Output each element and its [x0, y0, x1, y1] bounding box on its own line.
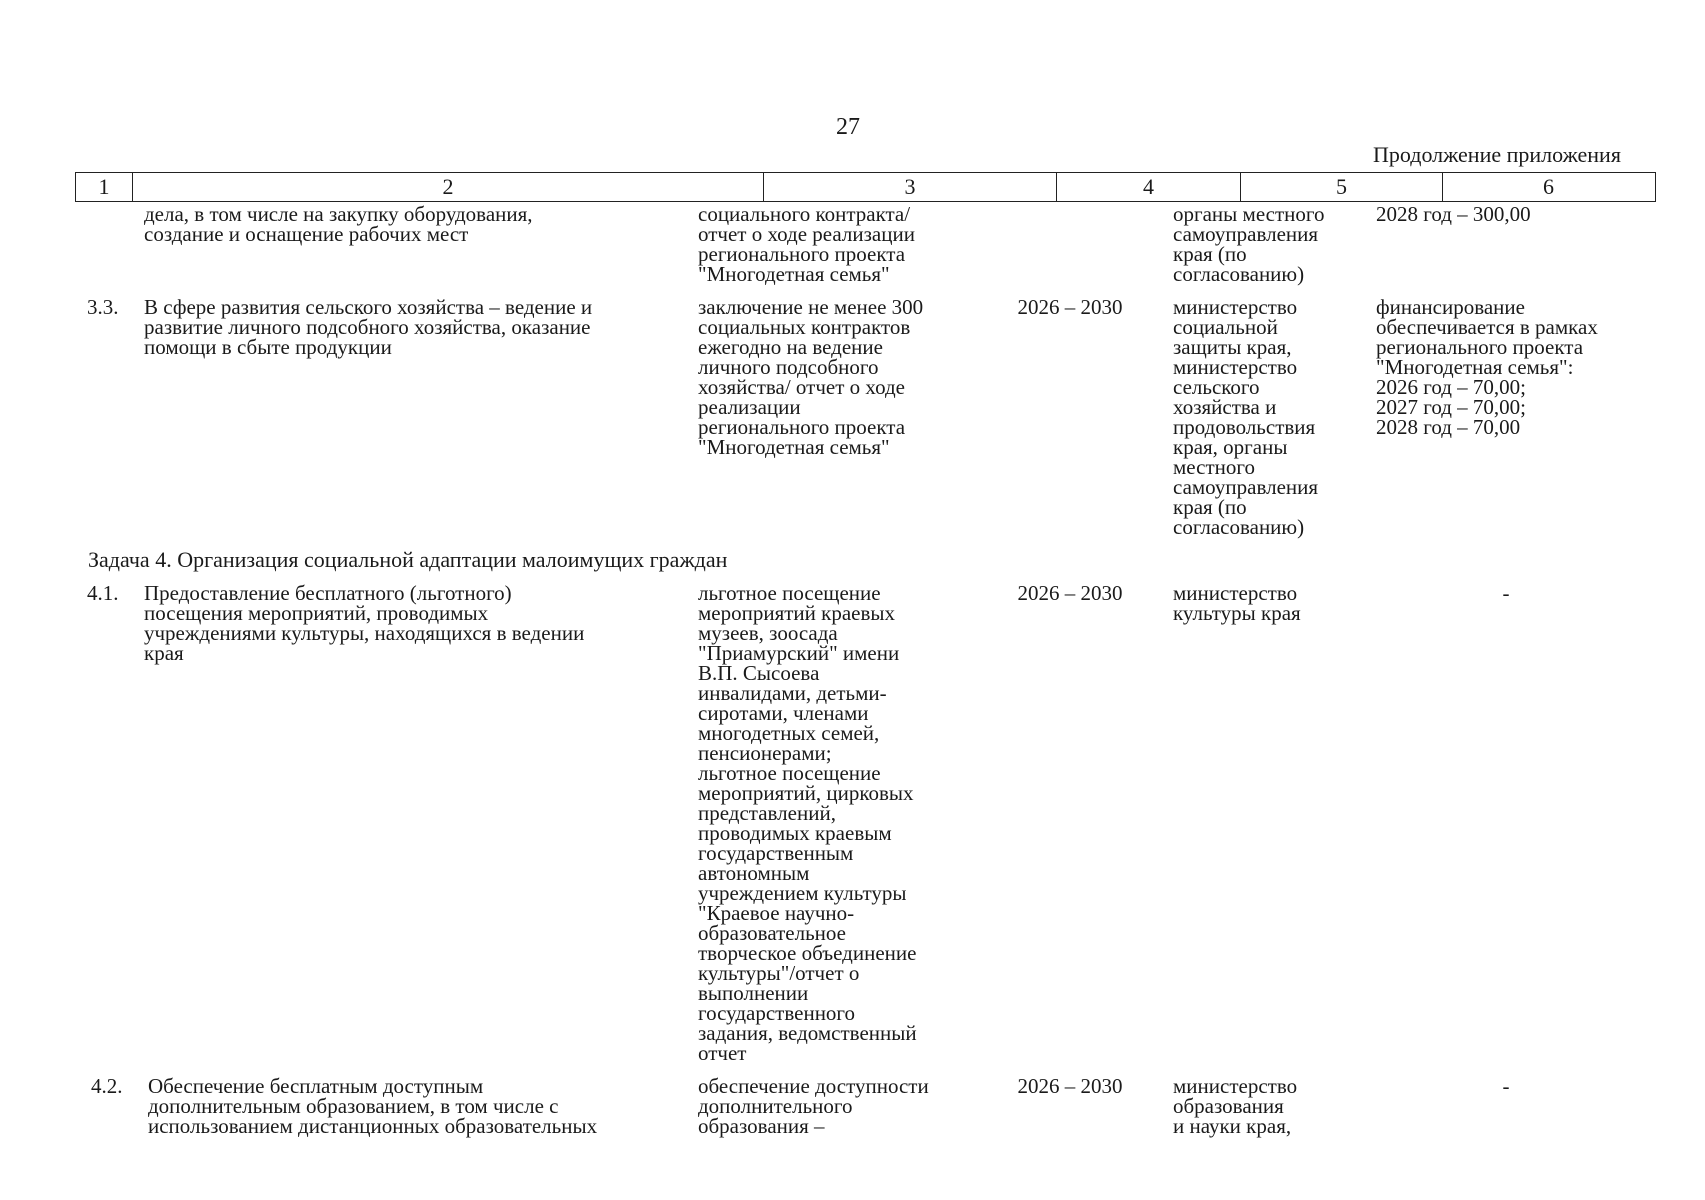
executor-cell: министерство образования и науки края, — [1173, 1074, 1298, 1138]
row-number: 4.2. — [91, 1074, 123, 1098]
funding-cell: 2028 год – 300,00 — [1376, 202, 1531, 226]
header-cell-3: 3 — [764, 173, 1057, 201]
funding-cell: - — [1502, 1074, 1510, 1098]
continuation-label: Продолжение приложения — [1373, 142, 1621, 167]
task-heading: Задача 4. Организация социальной адаптации малоимущих граждан — [88, 547, 728, 572]
row-number: 4.1. — [87, 581, 119, 605]
header-cell-4: 4 — [1057, 173, 1241, 201]
result-cell: обеспечение доступности дополнительного образования – — [698, 1074, 929, 1138]
executor-cell: министерство социальной защиты края, министерство сельского хозяйства и продовольствия края, органы местного самоуправления края (по согласованию) — [1173, 295, 1319, 539]
funding-cell: - — [1502, 581, 1510, 605]
executor-cell: органы местного самоуправления края (по согласованию) — [1173, 202, 1325, 286]
row-number: 3.3. — [87, 295, 119, 319]
header-cell-1: 1 — [76, 173, 133, 201]
period-cell: 2026 – 2030 — [1017, 295, 1123, 319]
header-cell-6: 6 — [1543, 174, 1554, 199]
result-cell: заключение не менее 300 социальных контрактов ежегодно на ведение личного подсобного хозяйства/ отчет о ходе реализации регионального проекта "Многодетная семья" — [698, 295, 924, 459]
result-cell: льготное посещение мероприятий краевых музеев, зоосада "Приамурский" имени В.П. Сысоева инвалидами, детьми- сиротами, членами многодетных семей, пенсионерами; льготное посещение мероприятий, цирковых представлений, проводимых краевым государственным автономным учреждением культуры "Краевое научно- образовательное творческое объединение культуры"/отчет о выполнении государственного задания, ведомственный отчет — [698, 581, 917, 1065]
header-cell-2: 2 — [133, 173, 764, 201]
activity-cell: Обеспечение бесплатным доступным дополнительным образованием, в том числе с использованием дистанционных образовательных — [148, 1074, 598, 1138]
period-cell: 2026 – 2030 — [1017, 581, 1123, 605]
page-number: 27 — [836, 114, 860, 140]
activity-cell: В сфере развития сельского хозяйства – ведение и развитие личного подсобного хозяйства, оказание помощи в сбыте продукции — [144, 295, 593, 359]
table-header-row — [75, 172, 1656, 202]
funding-cell: финансирование обеспечивается в рамках регионального проекта "Многодетная семья": 2026 год – 70,00; 2027 год – 70,00; 2028 год – 70,00 — [1376, 295, 1598, 439]
executor-cell: министерство культуры края — [1173, 581, 1301, 625]
activity-cell: дела, в том числе на закупку оборудования, создание и оснащение рабочих мест — [144, 202, 533, 246]
period-cell: 2026 – 2030 — [1017, 1074, 1123, 1098]
result-cell: социального контракта/ отчет о ходе реализации регионального проекта "Многодетная семья" — [698, 202, 915, 286]
header-cell-5: 5 — [1241, 173, 1443, 201]
activity-cell: Предоставление бесплатного (льготного) посещения мероприятий, проводимых учреждениями культуры, находящихся в ведении края — [144, 581, 585, 665]
